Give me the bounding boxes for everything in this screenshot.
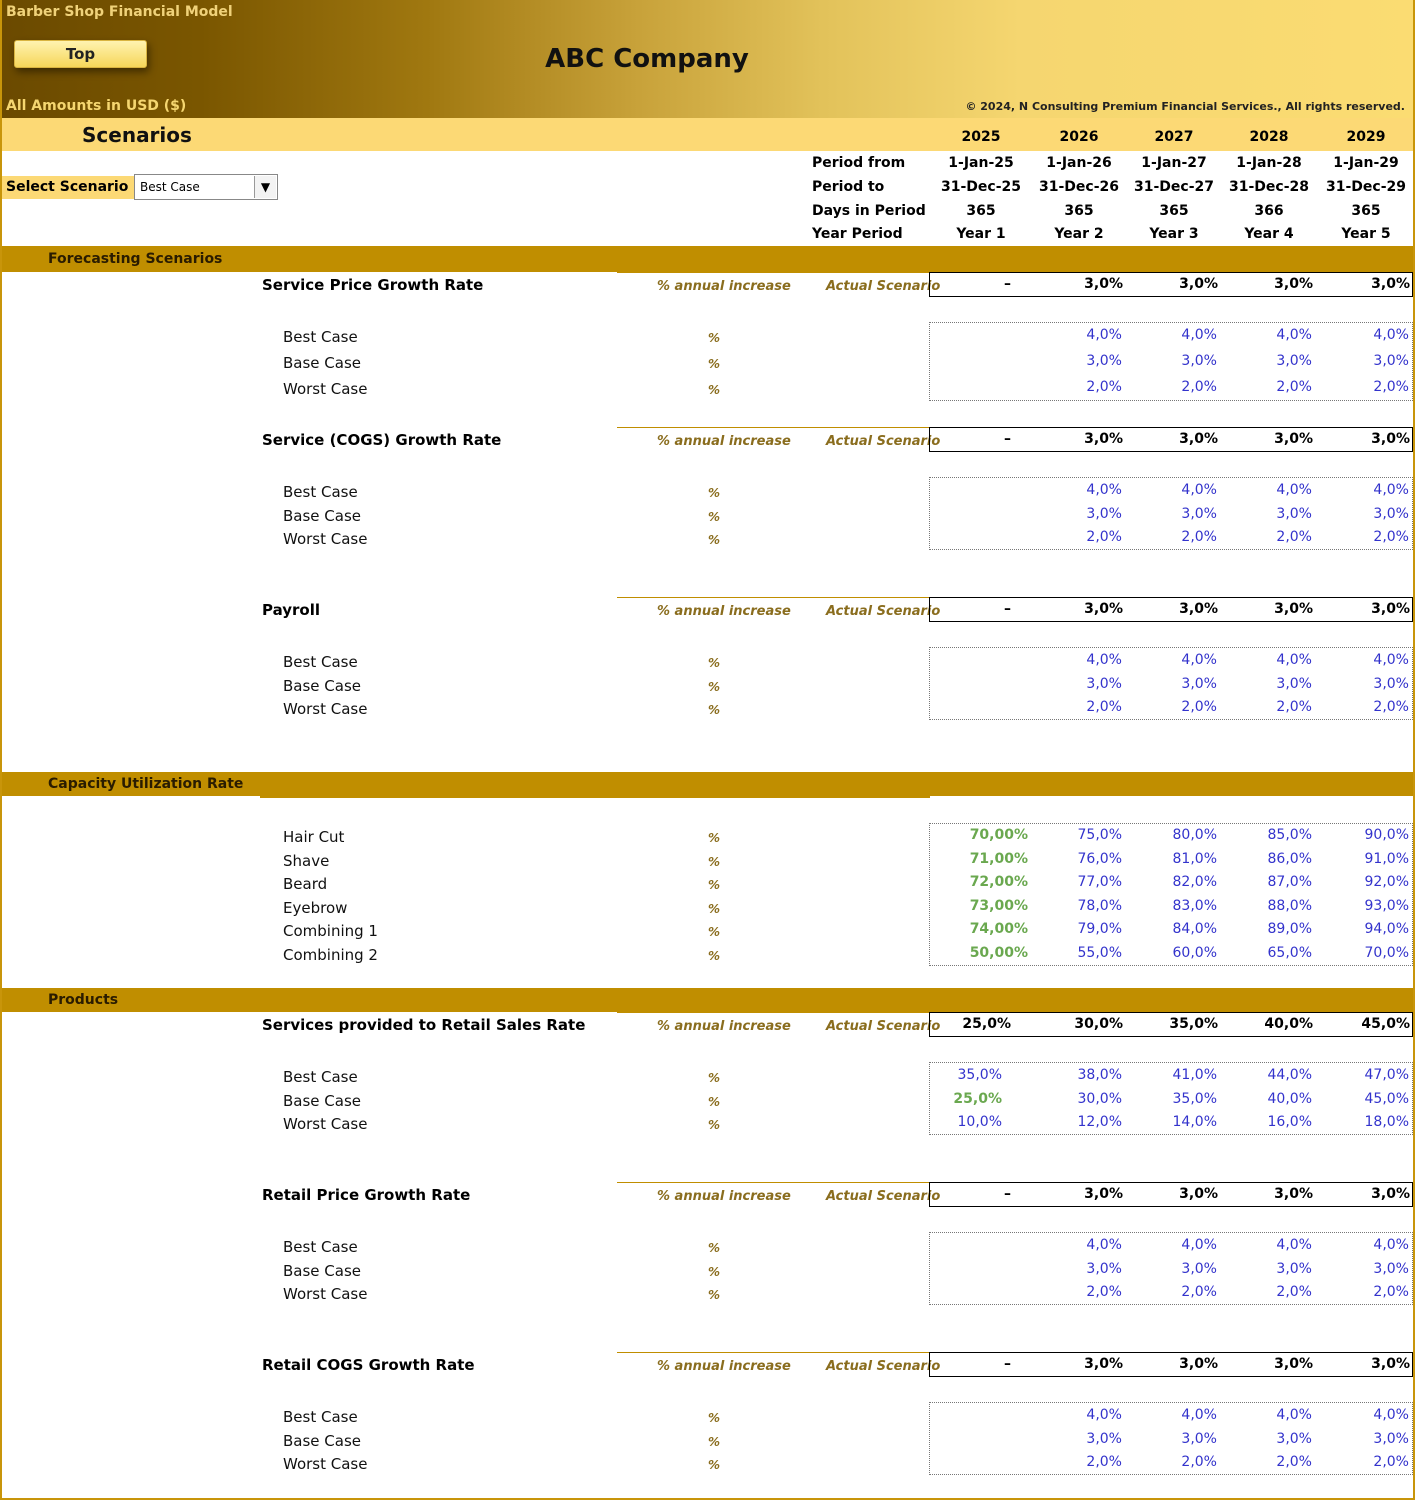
year-2028: 2028: [1249, 129, 1289, 145]
case-value-best[interactable]: 47,0%: [1364, 1067, 1409, 1083]
case-value-base[interactable]: 30,0%: [1077, 1090, 1122, 1107]
percent-unit: %: [708, 679, 721, 694]
case-label-worst: Worst Case: [283, 530, 368, 548]
actual-scenario-label: Actual Scenario: [826, 1019, 941, 1034]
period-from-cell: 1-Jan-26: [1046, 155, 1112, 171]
capacity-label: Hair Cut: [283, 828, 345, 846]
capacity-value[interactable]: 70,0%: [1364, 944, 1409, 961]
capacity-value[interactable]: 72,00%: [969, 874, 1028, 890]
case-value-base[interactable]: 3,0%: [1086, 1430, 1122, 1447]
case-value-worst[interactable]: 2,0%: [1276, 1454, 1312, 1470]
company-name: ABC Company: [545, 44, 749, 74]
year-period-cell: Year 5: [1341, 226, 1391, 242]
capacity-value[interactable]: 94,0%: [1364, 921, 1409, 937]
days-cell: 365: [1351, 203, 1381, 219]
case-value-worst[interactable]: 2,0%: [1373, 1454, 1409, 1470]
actual-scenario-row: [929, 597, 1413, 622]
period-to-cell: 31-Dec-25: [940, 179, 1021, 195]
actual-value: 3,0%: [1179, 1356, 1218, 1372]
year-2029: 2029: [1346, 129, 1386, 145]
case-label-base: Base Case: [283, 676, 362, 695]
case-value-best[interactable]: 4,0%: [1086, 1407, 1122, 1423]
actual-scenario-label: Actual Scenario: [826, 604, 941, 619]
case-value-worst[interactable]: 2,0%: [1086, 699, 1122, 715]
case-label-worst: Worst Case: [283, 1455, 368, 1473]
section-bar-products: [2, 988, 1415, 1012]
case-value-worst[interactable]: 14,0%: [1172, 1114, 1217, 1130]
case-label-worst: Worst Case: [283, 700, 368, 718]
period-to-cell: 31-Dec-29: [1325, 179, 1406, 195]
scenario-dropdown[interactable]: [134, 174, 278, 200]
select-scenario-label: Select Scenario: [2, 176, 134, 199]
actual-scenario-row: [929, 1012, 1413, 1037]
percent-unit: %: [708, 533, 721, 547]
case-value-best[interactable]: 35,0%: [957, 1067, 1002, 1083]
case-value-base[interactable]: 25,0%: [953, 1090, 1002, 1107]
case-value-base[interactable]: 35,0%: [1172, 1090, 1217, 1107]
case-value-worst[interactable]: 2,0%: [1276, 379, 1312, 395]
capacity-value[interactable]: 86,0%: [1267, 850, 1312, 867]
annual-increase-note: % annual increase: [657, 279, 791, 294]
case-value-base[interactable]: 3,0%: [1373, 505, 1409, 522]
case-value-best[interactable]: 4,0%: [1276, 1237, 1312, 1253]
case-value-base[interactable]: 3,0%: [1276, 353, 1312, 369]
capacity-value[interactable]: 71,00%: [969, 850, 1028, 867]
case-value-base[interactable]: 3,0%: [1276, 675, 1312, 692]
actual-value: 3,0%: [1084, 431, 1123, 447]
percent-unit: %: [708, 331, 721, 345]
actual-value: 3,0%: [1371, 1356, 1410, 1372]
case-value-worst[interactable]: 2,0%: [1086, 1284, 1122, 1300]
period-to-label: Period to: [812, 179, 885, 195]
case-label-best: Best Case: [283, 483, 358, 501]
case-value-best[interactable]: 4,0%: [1086, 652, 1122, 668]
capacity-label: Beard: [283, 875, 328, 893]
percent-unit: %: [708, 486, 721, 500]
actual-scenario-row: [929, 1182, 1413, 1207]
actual-value: 25,0%: [962, 1016, 1011, 1032]
year-2026: 2026: [1059, 129, 1099, 145]
case-value-worst[interactable]: 2,0%: [1373, 529, 1409, 545]
case-value-base[interactable]: 3,0%: [1086, 353, 1122, 369]
case-value-worst[interactable]: 2,0%: [1086, 379, 1122, 395]
case-label-base: Base Case: [283, 354, 362, 372]
capacity-label: Combining 1: [283, 922, 378, 940]
section-title-forecasting: Forecasting Scenarios: [48, 251, 223, 267]
actual-scenario-row: [929, 272, 1413, 297]
capacity-value[interactable]: 87,0%: [1267, 874, 1312, 890]
case-value-best[interactable]: 4,0%: [1373, 327, 1409, 343]
case-value-base[interactable]: 3,0%: [1181, 1430, 1217, 1447]
case-value-best[interactable]: 4,0%: [1181, 327, 1217, 343]
capacity-value[interactable]: 78,0%: [1077, 897, 1122, 914]
actual-value: –: [1004, 1356, 1011, 1372]
period-to-cell: 31-Dec-28: [1228, 179, 1309, 195]
capacity-value[interactable]: 76,0%: [1077, 850, 1122, 867]
percent-unit: %: [708, 1118, 721, 1132]
currency-note: All Amounts in USD ($): [6, 98, 187, 114]
actual-value: 3,0%: [1084, 1186, 1123, 1202]
case-value-best[interactable]: 4,0%: [1086, 1237, 1122, 1253]
annual-increase-note: % annual increase: [657, 1189, 791, 1204]
case-value-best[interactable]: 4,0%: [1373, 652, 1409, 668]
case-label-base: Base Case: [283, 1091, 362, 1110]
actual-value: 3,0%: [1274, 601, 1313, 617]
case-label-best: Best Case: [283, 653, 358, 671]
percent-unit: %: [708, 948, 721, 963]
actual-value: 3,0%: [1371, 1186, 1410, 1202]
capacity-underline: [260, 796, 930, 798]
group-title: Services provided to Retail Sales Rate: [262, 1016, 586, 1034]
case-value-best[interactable]: 41,0%: [1172, 1067, 1217, 1083]
percent-unit: %: [708, 1411, 721, 1425]
case-value-worst[interactable]: 2,0%: [1086, 1454, 1122, 1470]
capacity-value[interactable]: 90,0%: [1364, 827, 1409, 843]
period-from-cell: 1-Jan-25: [948, 155, 1014, 171]
case-label-best: Best Case: [283, 1408, 358, 1426]
actual-value: 3,0%: [1179, 601, 1218, 617]
group-underline: [617, 1182, 929, 1183]
actual-value: 3,0%: [1179, 1186, 1218, 1202]
group-underline: [617, 597, 929, 598]
actual-value: 30,0%: [1074, 1016, 1123, 1032]
capacity-value[interactable]: 77,0%: [1077, 874, 1122, 890]
case-value-worst[interactable]: 2,0%: [1086, 529, 1122, 545]
actual-value: 3,0%: [1179, 276, 1218, 292]
capacity-label: Eyebrow: [283, 898, 348, 917]
group-title: Service (COGS) Growth Rate: [262, 431, 502, 449]
percent-unit: %: [708, 357, 721, 371]
capacity-value[interactable]: 92,0%: [1364, 874, 1409, 890]
case-value-best[interactable]: 4,0%: [1276, 327, 1312, 343]
case-value-base[interactable]: 3,0%: [1086, 675, 1122, 692]
percent-unit: %: [708, 1434, 721, 1449]
days-cell: 365: [1159, 203, 1189, 219]
group-title: Service Price Growth Rate: [262, 276, 484, 294]
actual-scenario-label: Actual Scenario: [826, 1189, 941, 1204]
actual-value: 3,0%: [1371, 276, 1410, 292]
actual-scenario-label: Actual Scenario: [826, 434, 941, 449]
case-value-worst[interactable]: 2,0%: [1181, 379, 1217, 395]
actual-value: 3,0%: [1371, 431, 1410, 447]
period-from-label: Period from: [812, 155, 906, 171]
year-period-cell: Year 2: [1054, 226, 1104, 242]
case-value-worst[interactable]: 12,0%: [1077, 1114, 1122, 1130]
actual-value: 3,0%: [1371, 601, 1410, 617]
percent-unit: %: [708, 1241, 721, 1255]
section-title-products: Products: [48, 992, 119, 1008]
actual-value: 3,0%: [1084, 601, 1123, 617]
actual-scenario-row: [929, 1352, 1413, 1377]
days-cell: 365: [1064, 203, 1094, 219]
case-label-base: Base Case: [283, 1261, 362, 1280]
year-period-cell: Year 4: [1244, 226, 1294, 242]
case-label-best: Best Case: [283, 328, 358, 346]
group-underline: [617, 1352, 929, 1353]
group-title: Retail COGS Growth Rate: [262, 1356, 475, 1374]
percent-unit: %: [708, 1264, 721, 1279]
capacity-value[interactable]: 81,0%: [1172, 850, 1217, 867]
percent-unit: %: [708, 509, 721, 524]
case-value-worst[interactable]: 2,0%: [1181, 529, 1217, 545]
case-value-best[interactable]: 4,0%: [1086, 327, 1122, 343]
capacity-value[interactable]: 84,0%: [1172, 921, 1217, 937]
section-title-capacity: Capacity Utilization Rate: [48, 776, 244, 792]
percent-unit: %: [708, 925, 721, 939]
case-value-worst[interactable]: 2,0%: [1373, 699, 1409, 715]
period-from-cell: 1-Jan-27: [1141, 155, 1207, 171]
case-value-best[interactable]: 4,0%: [1276, 652, 1312, 668]
actual-value: –: [1004, 276, 1011, 292]
actual-value: 3,0%: [1084, 276, 1123, 292]
case-value-base[interactable]: 3,0%: [1276, 1430, 1312, 1447]
capacity-value[interactable]: 70,00%: [969, 827, 1028, 843]
case-value-worst[interactable]: 2,0%: [1276, 1284, 1312, 1300]
dropdown-arrow-icon[interactable]: ▼: [254, 176, 276, 198]
case-value-best[interactable]: 4,0%: [1276, 1407, 1312, 1423]
capacity-label: Combining 2: [283, 945, 378, 964]
group-underline: [617, 1012, 929, 1013]
percent-unit: %: [708, 901, 721, 916]
group-underline: [617, 427, 929, 428]
annual-increase-note: % annual increase: [657, 1019, 791, 1034]
actual-value: 40,0%: [1264, 1016, 1313, 1032]
case-label-worst: Worst Case: [283, 1285, 368, 1303]
case-value-base[interactable]: 3,0%: [1373, 353, 1409, 369]
days-cell: 365: [966, 203, 996, 219]
case-value-base[interactable]: 3,0%: [1086, 1260, 1122, 1277]
case-value-worst[interactable]: 2,0%: [1373, 379, 1409, 395]
page-title: Scenarios: [82, 123, 192, 147]
case-value-base[interactable]: 3,0%: [1086, 505, 1122, 522]
actual-value: –: [1004, 431, 1011, 447]
capacity-value[interactable]: 88,0%: [1267, 897, 1312, 914]
case-value-worst[interactable]: 2,0%: [1276, 529, 1312, 545]
percent-unit: %: [708, 831, 721, 845]
percent-unit: %: [708, 656, 721, 670]
capacity-value[interactable]: 75,0%: [1077, 827, 1122, 843]
case-label-best: Best Case: [283, 1068, 358, 1086]
case-value-worst[interactable]: 2,0%: [1276, 699, 1312, 715]
capacity-value[interactable]: 83,0%: [1172, 897, 1217, 914]
days-in-period-label: Days in Period: [812, 203, 926, 219]
scenario-selected-value: Best Case: [140, 180, 200, 194]
case-label-base: Base Case: [283, 1431, 362, 1450]
percent-unit: %: [708, 383, 721, 397]
case-value-base[interactable]: 3,0%: [1373, 675, 1409, 692]
capacity-label: Shave: [283, 851, 330, 870]
period-from-cell: 1-Jan-29: [1333, 155, 1399, 171]
case-value-best[interactable]: 4,0%: [1181, 1237, 1217, 1253]
case-value-base[interactable]: 3,0%: [1181, 505, 1217, 522]
case-value-worst[interactable]: 18,0%: [1364, 1114, 1409, 1130]
case-label-base: Base Case: [283, 506, 362, 525]
capacity-value[interactable]: 74,00%: [969, 921, 1028, 937]
group-underline: [617, 272, 929, 273]
percent-unit: %: [708, 1071, 721, 1085]
days-cell: 366: [1254, 203, 1284, 219]
case-value-base[interactable]: 3,0%: [1181, 1260, 1217, 1277]
case-value-base[interactable]: 40,0%: [1267, 1090, 1312, 1107]
annual-increase-note: % annual increase: [657, 434, 791, 449]
period-from-cell: 1-Jan-28: [1236, 155, 1302, 171]
year-2027: 2027: [1154, 129, 1194, 145]
capacity-value[interactable]: 80,0%: [1172, 827, 1217, 843]
capacity-value[interactable]: 55,0%: [1077, 944, 1122, 961]
actual-scenario-label: Actual Scenario: [826, 279, 941, 294]
year-2025: 2025: [961, 129, 1001, 145]
case-value-base[interactable]: 3,0%: [1181, 353, 1217, 369]
case-value-best[interactable]: 44,0%: [1267, 1067, 1312, 1083]
top-button[interactable]: Top: [14, 40, 147, 68]
year-period-cell: Year 3: [1149, 226, 1199, 242]
case-value-best[interactable]: 4,0%: [1181, 482, 1217, 498]
actual-value: 3,0%: [1084, 1356, 1123, 1372]
copyright: © 2024, N Consulting Premium Financial Services., All rights reserved.: [965, 100, 1405, 113]
actual-value: 3,0%: [1179, 431, 1218, 447]
percent-unit: %: [708, 703, 721, 717]
period-to-cell: 31-Dec-27: [1133, 179, 1214, 195]
capacity-value[interactable]: 85,0%: [1267, 827, 1312, 843]
actual-scenario-label: Actual Scenario: [826, 1359, 941, 1374]
case-value-worst[interactable]: 10,0%: [957, 1114, 1002, 1130]
case-value-worst[interactable]: 2,0%: [1181, 699, 1217, 715]
percent-unit: %: [708, 1094, 721, 1109]
percent-unit: %: [708, 1288, 721, 1302]
case-value-best[interactable]: 4,0%: [1181, 652, 1217, 668]
case-value-base[interactable]: 3,0%: [1181, 675, 1217, 692]
case-value-best[interactable]: 38,0%: [1077, 1067, 1122, 1083]
actual-value: 3,0%: [1274, 276, 1313, 292]
percent-unit: %: [708, 854, 721, 869]
group-title: Retail Price Growth Rate: [262, 1186, 471, 1204]
case-value-worst[interactable]: 2,0%: [1373, 1284, 1409, 1300]
case-value-best[interactable]: 4,0%: [1276, 482, 1312, 498]
year-period-cell: Year 1: [956, 226, 1006, 242]
case-value-base[interactable]: 45,0%: [1364, 1090, 1409, 1107]
capacity-value[interactable]: 60,0%: [1172, 944, 1217, 961]
case-label-best: Best Case: [283, 1238, 358, 1256]
capacity-value[interactable]: 91,0%: [1364, 850, 1409, 867]
case-label-worst: Worst Case: [283, 380, 368, 398]
case-value-best[interactable]: 4,0%: [1181, 1407, 1217, 1423]
year-period-label: Year Period: [812, 226, 903, 242]
case-value-best[interactable]: 4,0%: [1373, 482, 1409, 498]
actual-value: –: [1004, 601, 1011, 617]
case-value-worst[interactable]: 2,0%: [1181, 1284, 1217, 1300]
capacity-value[interactable]: 79,0%: [1077, 921, 1122, 937]
period-to-cell: 31-Dec-26: [1038, 179, 1119, 195]
actual-value: 35,0%: [1169, 1016, 1218, 1032]
capacity-value[interactable]: 65,0%: [1267, 944, 1312, 961]
case-value-worst[interactable]: 16,0%: [1267, 1114, 1312, 1130]
group-title: Payroll: [262, 601, 321, 619]
case-value-worst[interactable]: 2,0%: [1181, 1454, 1217, 1470]
percent-unit: %: [708, 1458, 721, 1472]
capacity-value[interactable]: 73,00%: [969, 897, 1028, 914]
capacity-value[interactable]: 89,0%: [1267, 921, 1312, 937]
percent-unit: %: [708, 878, 721, 892]
annual-increase-note: % annual increase: [657, 604, 791, 619]
case-value-base[interactable]: 3,0%: [1373, 1430, 1409, 1447]
case-value-base[interactable]: 3,0%: [1276, 1260, 1312, 1277]
case-value-best[interactable]: 4,0%: [1373, 1407, 1409, 1423]
case-value-best[interactable]: 4,0%: [1086, 482, 1122, 498]
annual-increase-note: % annual increase: [657, 1359, 791, 1374]
actual-value: 3,0%: [1274, 1356, 1313, 1372]
capacity-value[interactable]: 50,00%: [969, 944, 1028, 961]
capacity-value[interactable]: 82,0%: [1172, 874, 1217, 890]
case-value-base[interactable]: 3,0%: [1276, 505, 1312, 522]
actual-value: 3,0%: [1274, 431, 1313, 447]
actual-value: –: [1004, 1186, 1011, 1202]
model-title: Barber Shop Financial Model: [6, 4, 233, 20]
case-value-base[interactable]: 3,0%: [1373, 1260, 1409, 1277]
actual-value: 3,0%: [1274, 1186, 1313, 1202]
case-label-worst: Worst Case: [283, 1115, 368, 1133]
capacity-value[interactable]: 93,0%: [1364, 897, 1409, 914]
actual-scenario-row: [929, 427, 1413, 452]
actual-value: 45,0%: [1361, 1016, 1410, 1032]
case-value-best[interactable]: 4,0%: [1373, 1237, 1409, 1253]
